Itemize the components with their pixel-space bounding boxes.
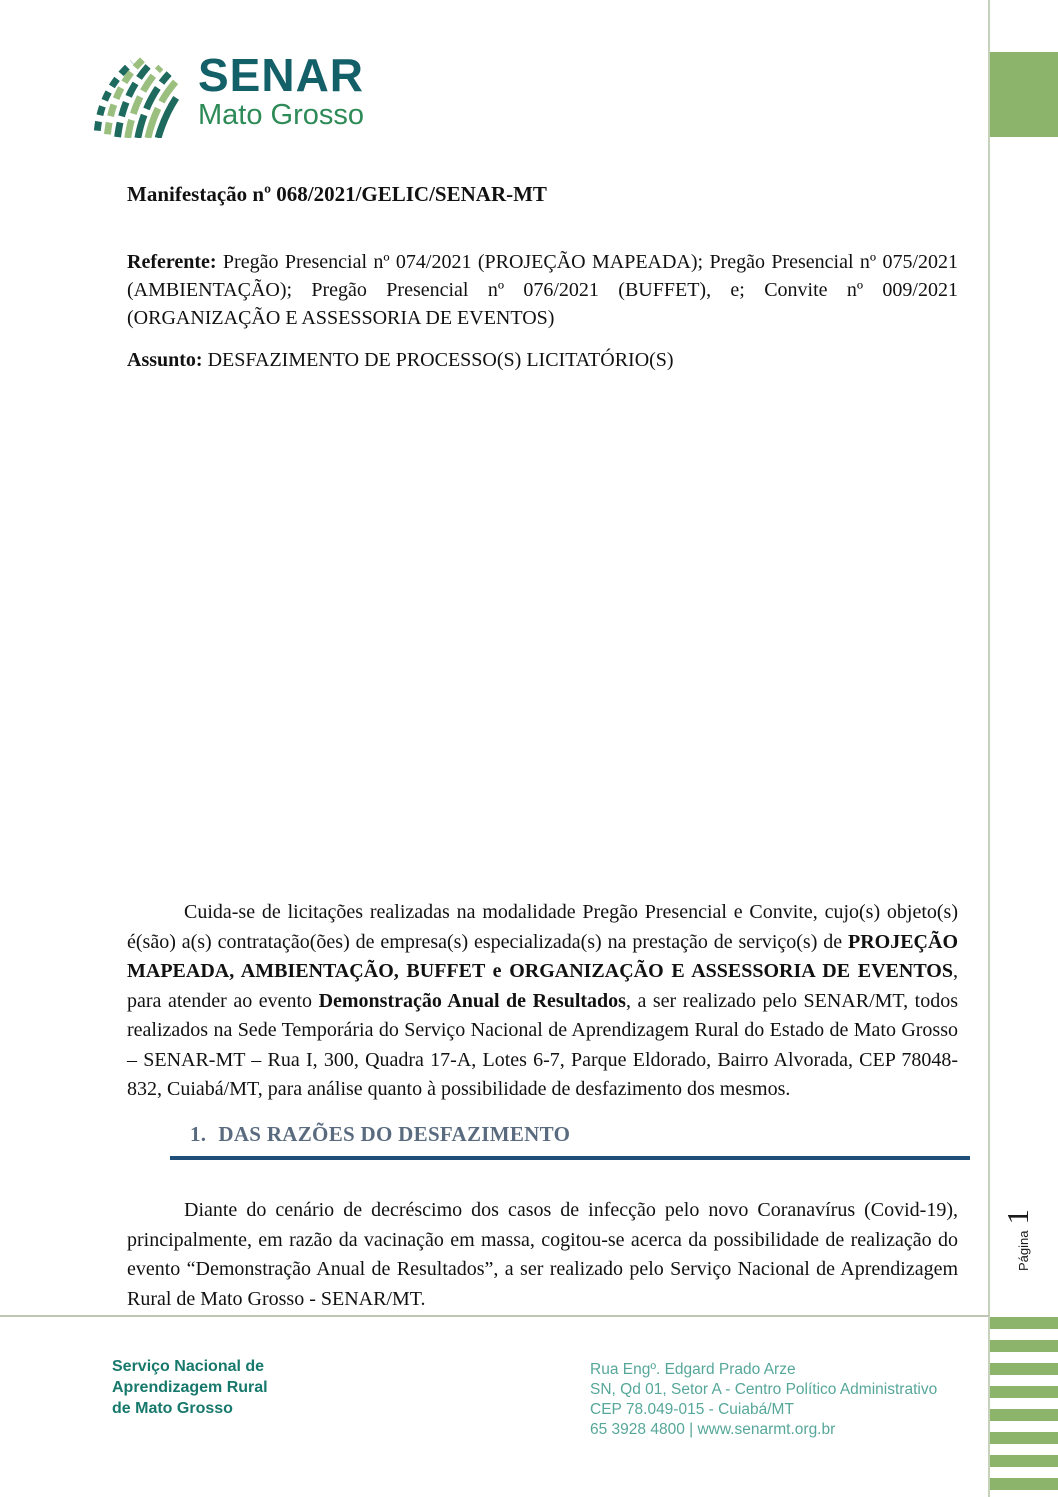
senar-logo	[90, 46, 364, 138]
document-title: Manifestação nº 068/2021/GELIC/SENAR-MT	[127, 182, 547, 206]
logo-region-name: Mato Grosso	[198, 99, 364, 131]
footer-phone-website: 65 3928 4800 | www.senarmt.org.br	[590, 1421, 836, 1438]
bottom-green-stripes	[990, 1317, 1058, 1497]
footer-address-district: SN, Qd 01, Setor A - Centro Político Administrativo	[590, 1381, 938, 1398]
footer-org-line-1: Serviço Nacional de	[112, 1358, 265, 1375]
referente-paragraph	[127, 248, 958, 332]
para1-bold-event: Demonstração Anual de Resultados	[318, 989, 626, 1012]
para1-run1: Cuida-se de licitações realizadas na modalidade Pregão Presencial e Convite, cujo(s) objeto(s) é(são) a(s) contratação(ões) de empresa(s) especializada(s) na prestação de serviço(s) de	[127, 901, 958, 953]
footer-address-street: Rua Engº. Edgard Prado Arze	[590, 1361, 796, 1378]
page-number-label: Página	[1016, 1230, 1031, 1271]
para1-bold-services: PROJEÇÃO MAPEADA, AMBIENTAÇÃO, BUFFET e ORGANIZAÇÃO E ASSESSORIA DE EVENTOS	[127, 930, 958, 982]
para1-run5: , a ser realizado pelo SENAR/MT, todos realizados na Sede Temporária do Serviço Nacional de Aprendizagem Rural do Estado de Mato Grosso – SENAR-MT – Rua I, 300, Quadra 17-A, Lotes 6-7, Parque Eldorado, Bairro Alvorada, CEP 78048-832, Cuiabá/MT, para análise quanto à possibilidade de desfazimento dos mesmos.	[127, 989, 959, 1100]
referente-label: Referente:	[127, 251, 217, 273]
section-number: 1.	[190, 1122, 207, 1146]
footer-org-line-3: de Mato Grosso	[112, 1400, 233, 1417]
footer-org-line-2: Aprendizagem Rural	[112, 1379, 268, 1396]
referente-text: Pregão Presencial nº 074/2021 (PROJEÇÃO MAPEADA); Pregão Presencial nº 075/2021 (AMBIENTAÇÃO); Pregão Presencial nº 076/2021 (BUFFET), e; Convite nº 009/2021 (ORGANIZAÇÃO E ASSESSORIA DE EVENTOS)	[127, 251, 958, 329]
assunto-line	[127, 346, 958, 374]
page-number	[1000, 1185, 1034, 1295]
para1-run3: , para atender ao evento	[127, 960, 958, 1012]
top-green-bar	[990, 52, 1058, 137]
footer-address-cep: CEP 78.049-015 - Cuiabá/MT	[590, 1401, 794, 1418]
page-number-value: 1	[1000, 1209, 1035, 1225]
logo-brand-name: SENAR	[198, 49, 365, 101]
footer-organization-name	[112, 1356, 268, 1419]
footer-address-block	[590, 1360, 937, 1440]
wheat-fan-icon	[90, 46, 182, 138]
assunto-label: Assunto:	[127, 349, 203, 371]
right-rail-line	[988, 0, 990, 1497]
body-paragraph-1	[127, 898, 958, 1105]
assunto-text: DESFAZIMENTO DE PROCESSO(S) LICITATÓRIO(S)	[202, 349, 674, 371]
footer-separator-line	[0, 1315, 989, 1317]
logo-text	[198, 46, 364, 130]
section-heading-1	[170, 1122, 970, 1160]
section-title: DAS RAZÕES DO DESFAZIMENTO	[218, 1122, 571, 1146]
body-paragraph-2: Diante do cenário de decréscimo dos casos de infecção pelo novo Coranavírus (Covid-19), principalmente, em razão da vacinação em massa, cogitou-se acerca da possibilidade de realização do evento “Demonstração Anual de Resultados”, a ser realizado pelo Serviço Nacional de Aprendizagem Rural de Mato Grosso - SENAR/MT.	[127, 1199, 958, 1310]
